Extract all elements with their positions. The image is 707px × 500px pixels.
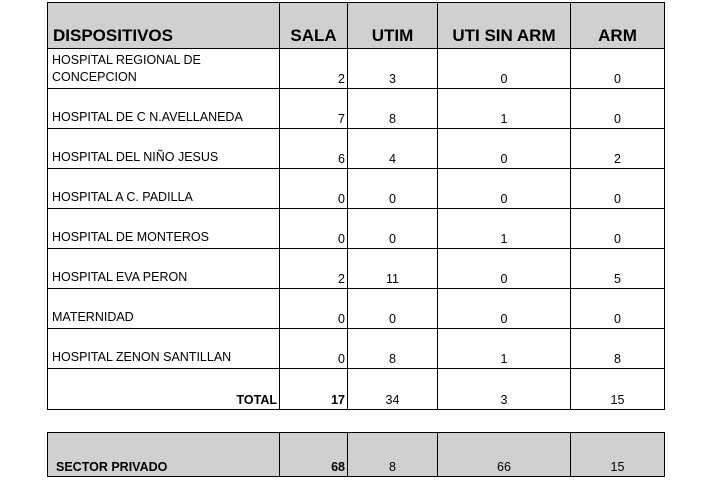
table-row [48, 289, 665, 329]
row-arm: 0 [571, 209, 665, 249]
header-sala: SALA [280, 3, 348, 49]
table-row [48, 129, 665, 169]
row-arm: 8 [571, 329, 665, 369]
private-sala: 68 [280, 433, 348, 477]
total-uti-sin-arm: 3 [438, 369, 571, 410]
header-uti-sin-arm: UTI SIN ARM [438, 3, 571, 49]
table-row [48, 89, 665, 129]
row-sala: 0 [280, 209, 348, 249]
row-uti-sin-arm: 1 [438, 329, 571, 369]
table-row [48, 249, 665, 289]
row-name: HOSPITAL DEL NIÑO JESUS [48, 129, 280, 169]
total-arm: 15 [571, 369, 665, 410]
total-utim: 34 [348, 369, 438, 410]
row-name: HOSPITAL REGIONAL DE CONCEPCION [48, 49, 280, 89]
total-row [48, 369, 665, 410]
row-utim: 8 [348, 89, 438, 129]
row-utim: 0 [348, 289, 438, 329]
private-uti-sin-arm: 66 [438, 433, 571, 477]
row-utim: 11 [348, 249, 438, 289]
row-sala: 6 [280, 129, 348, 169]
table-row [48, 209, 665, 249]
row-arm: 0 [571, 49, 665, 89]
row-sala: 0 [280, 289, 348, 329]
row-arm: 0 [571, 89, 665, 129]
private-sector-label: SECTOR PRIVADO [48, 433, 280, 477]
header-utim: UTIM [348, 3, 438, 49]
row-name: HOSPITAL DE MONTEROS [48, 209, 280, 249]
row-name: HOSPITAL A C. PADILLA [48, 169, 280, 209]
row-uti-sin-arm: 0 [438, 249, 571, 289]
row-sala: 0 [280, 329, 348, 369]
row-sala: 7 [280, 89, 348, 129]
row-utim: 3 [348, 49, 438, 89]
row-uti-sin-arm: 1 [438, 209, 571, 249]
row-name: HOSPITAL ZENON SANTILLAN [48, 329, 280, 369]
private-arm: 15 [571, 433, 665, 477]
table-row [48, 329, 665, 369]
row-arm: 2 [571, 129, 665, 169]
row-sala: 2 [280, 49, 348, 89]
total-label: TOTAL [48, 369, 280, 410]
row-arm: 0 [571, 169, 665, 209]
row-utim: 0 [348, 169, 438, 209]
header-row [48, 3, 665, 49]
row-arm: 5 [571, 249, 665, 289]
row-utim: 4 [348, 129, 438, 169]
total-sala: 17 [280, 369, 348, 410]
row-arm: 0 [571, 289, 665, 329]
table-row [48, 169, 665, 209]
private-utim: 8 [348, 433, 438, 477]
header-arm: ARM [571, 3, 665, 49]
row-uti-sin-arm: 0 [438, 49, 571, 89]
private-sector-table [47, 432, 665, 477]
private-sector-row [48, 433, 665, 477]
row-sala: 0 [280, 169, 348, 209]
header-dispositivos: DISPOSITIVOS [48, 3, 280, 49]
row-uti-sin-arm: 0 [438, 169, 571, 209]
devices-table [47, 2, 665, 410]
row-name: HOSPITAL EVA PERON [48, 249, 280, 289]
row-name: MATERNIDAD [48, 289, 280, 329]
row-uti-sin-arm: 0 [438, 129, 571, 169]
row-utim: 8 [348, 329, 438, 369]
row-name: HOSPITAL DE C N.AVELLANEDA [48, 89, 280, 129]
row-uti-sin-arm: 1 [438, 89, 571, 129]
row-sala: 2 [280, 249, 348, 289]
row-uti-sin-arm: 0 [438, 289, 571, 329]
table-row [48, 49, 665, 89]
row-utim: 0 [348, 209, 438, 249]
